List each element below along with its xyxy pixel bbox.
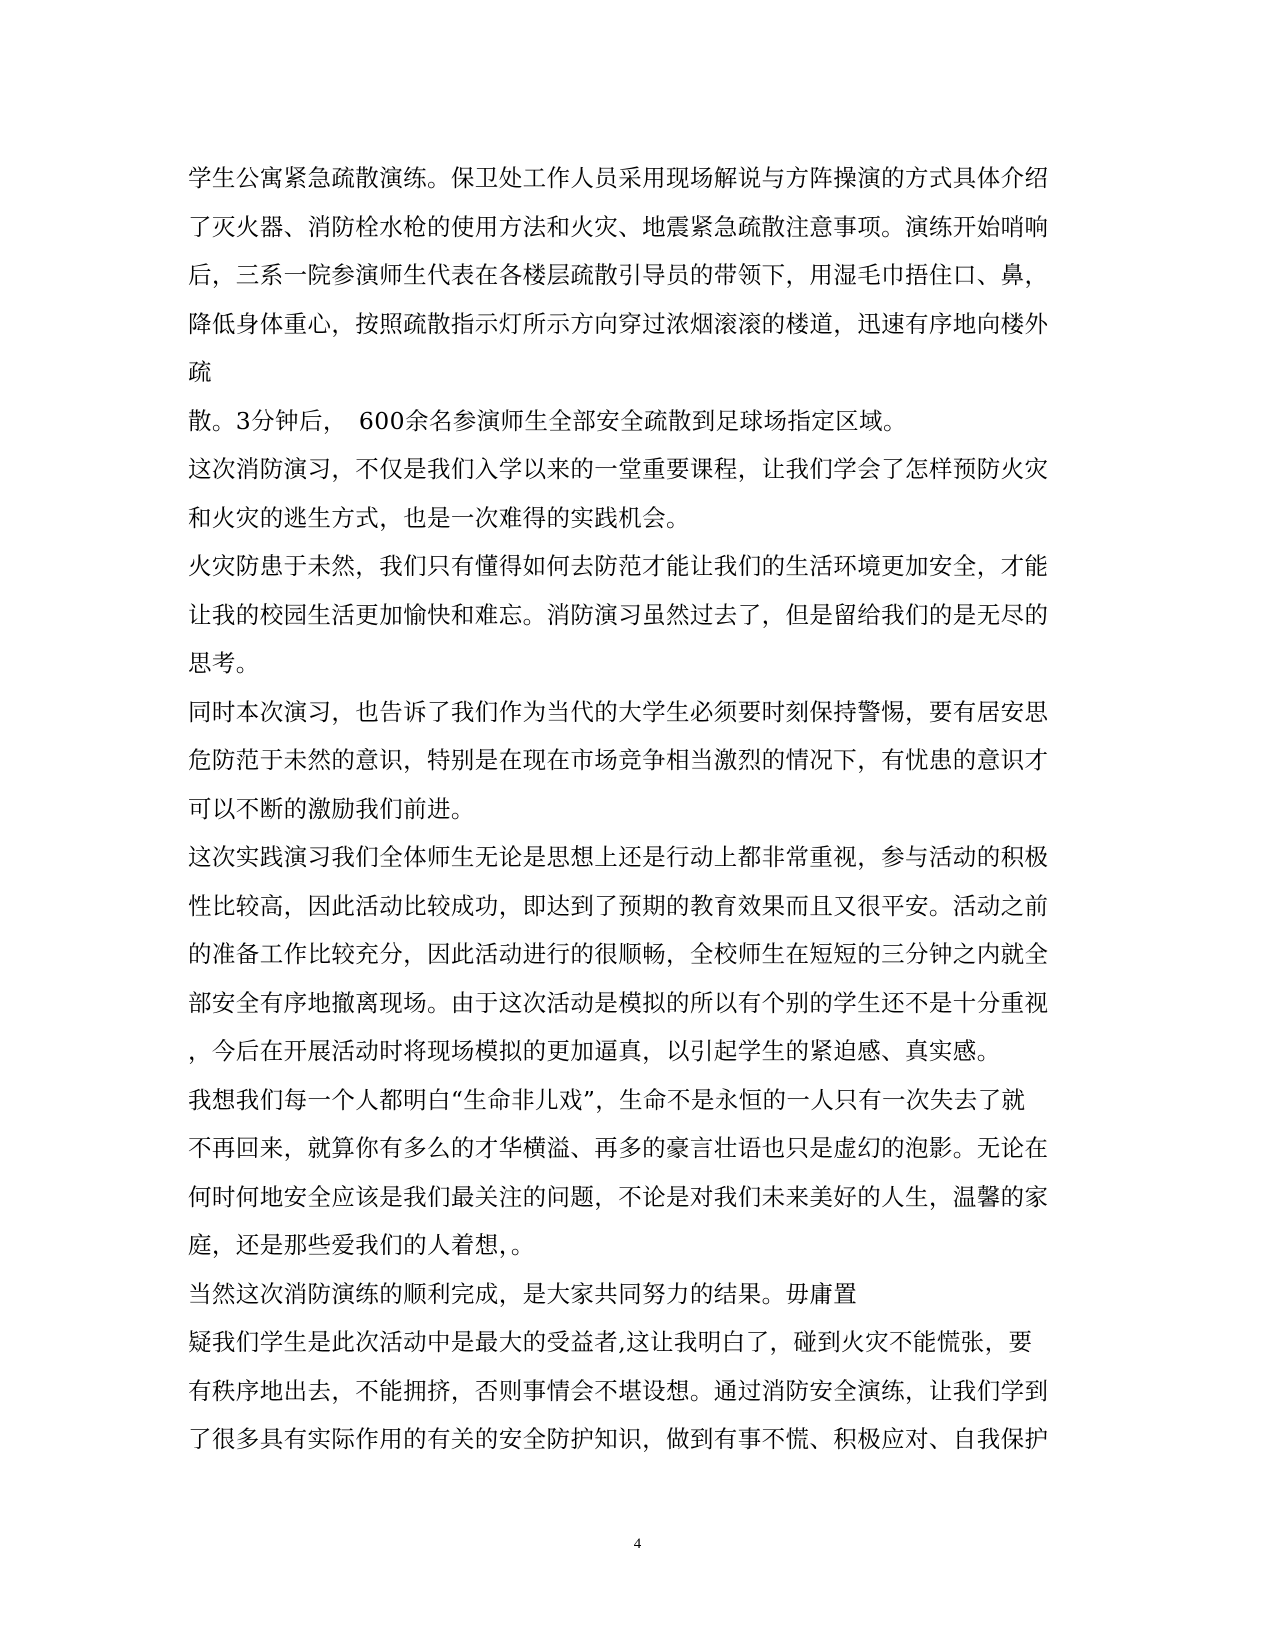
text-line: 庭，还是那些爱我们的人着想，。 <box>188 1231 535 1259</box>
page-number: 4 <box>633 1536 642 1552</box>
text-line: 了灭火器、消防栓水枪的使用方法和火灾、地震紧急疏散注意事项。演练开始哨响 <box>188 212 1049 241</box>
text-line: 可以不断的激励我们前进。 <box>188 794 475 823</box>
body-text <box>188 154 1088 1464</box>
text-line: 危防范于未然的意识，特别是在现在市场竞争相当激烈的情况下，有忧患的意识才 <box>188 746 1049 774</box>
text-line: 疑我们学生是此次活动中是最大的受益者,这让我明白了，碰到火灾不能慌张，要 <box>188 1328 1033 1356</box>
text-line: 散。3分钟后， 600余名参演师生全部安全疏散到足球场指定区域。 <box>188 406 907 435</box>
text-line: 这次消防演习，不仅是我们入学以来的一堂重要课程，让我们学会了怎样预防火灾 <box>188 455 1049 483</box>
text-line: 降低身体重心，按照疏散指示灯所示方向穿过浓烟滚滚的楼道，迅速有序地向楼外 <box>188 309 1049 338</box>
text-line: 部安全有序地撤离现场。由于这次活动是模拟的所以有个别的学生还不是十分重视 <box>188 988 1049 1017</box>
text-line: 同时本次演习，也告诉了我们作为当代的大学生必须要时刻保持警惕，要有居安思 <box>188 697 1049 726</box>
text-line: 性比较高，因此活动比较成功，即达到了预期的教育效果而且又很平安。活动之前 <box>188 891 1049 920</box>
text-line: 让我的校园生活更加愉快和难忘。消防演习虽然过去了，但是留给我们的是无尽的 <box>188 600 1049 629</box>
text-line: 学生公寓紧急疏散演练。保卫处工作人员采用现场解说与方阵操演的方式具体介绍 <box>188 164 1049 192</box>
text-line: 了很多具有实际作用的有关的安全防护知识，做到有事不慌、积极应对、自我保护 <box>188 1425 1049 1453</box>
text-line: 我想我们每一个人都明白“生命非儿戏”，生命不是永恒的一人只有一次失去了就 <box>188 1085 1026 1114</box>
text-line: ，今后在开展活动时将现场模拟的更加逼真，以引起学生的紧迫感、真实感。 <box>188 1037 1001 1065</box>
text-line: 这次实践演习我们全体师生无论是思想上还是行动上都非常重视，参与活动的积极 <box>188 843 1049 871</box>
text-line: 的准备工作比较充分，因此活动进行的很顺畅，全校师生在短短的三分钟之内就全 <box>188 940 1049 968</box>
text-line: 和火灾的逃生方式，也是一次难得的实践机会。 <box>188 503 690 532</box>
text-line: 不再回来，就算你有多么的才华横溢、再多的豪言壮语也只是虚幻的泡影。无论在 <box>188 1134 1049 1162</box>
text-line: 火灾防患于未然，我们只有懂得如何去防范才能让我们的生活环境更加安全，才能 <box>188 552 1049 580</box>
text-line: 当然这次消防演练的顺利完成，是大家共同努力的结果。毋庸置 <box>188 1279 858 1308</box>
text-line: 何时何地安全应该是我们最关注的问题，不论是对我们未来美好的人生，温馨的家 <box>188 1182 1049 1211</box>
text-line: 思考。 <box>188 649 260 677</box>
text-line: 有秩序地出去，不能拥挤，否则事情会不堪设想。通过消防安全演练，让我们学到 <box>188 1376 1049 1405</box>
text-line: 疏 <box>188 358 212 386</box>
text-line: 后，三系一院参演师生代表在各楼层疏散引导员的带领下，用湿毛巾捂住口、鼻， <box>188 261 1049 289</box>
